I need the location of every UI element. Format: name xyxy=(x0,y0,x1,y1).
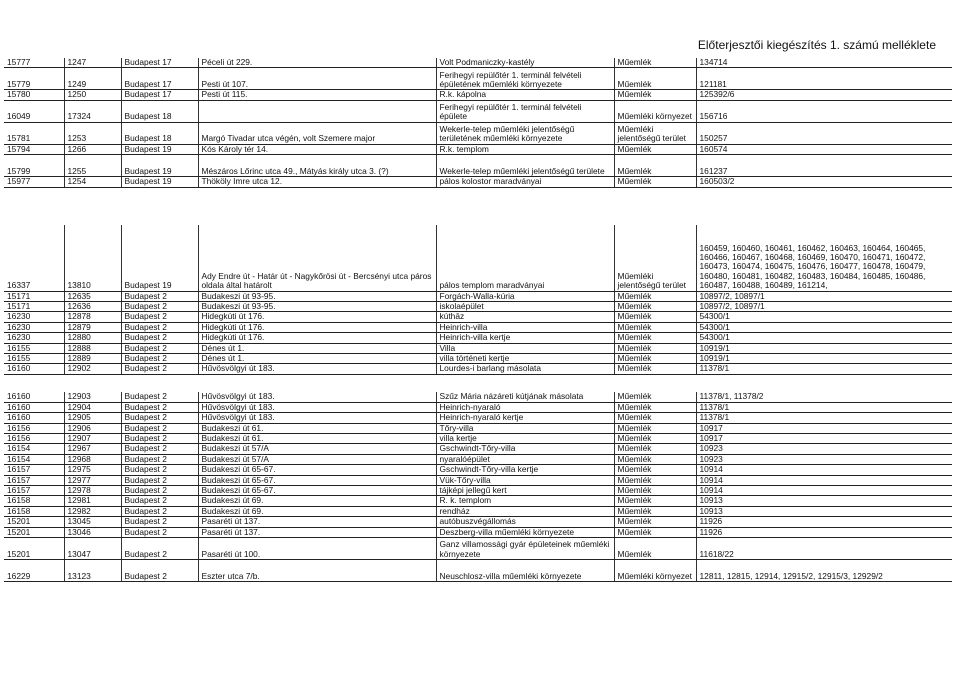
lot-numbers-cell: 10914 xyxy=(696,475,952,485)
table-row xyxy=(4,402,952,412)
lot-numbers-cell: 10923 xyxy=(696,454,952,464)
lot-numbers-cell: 54300/1 xyxy=(696,333,952,343)
protection-type-cell: Műemlék xyxy=(614,312,696,322)
address-cell: Ady Endre út - Határ út - Nagykőrösi út - Bercsényi utca páros oldala által határolt xyxy=(198,225,436,291)
object-name-cell: tájképi jellegű kert xyxy=(436,486,614,496)
protection-type-cell: Műemlék xyxy=(614,343,696,353)
district-cell: Budapest 2 xyxy=(121,506,198,516)
tract-id-cell: 16158 xyxy=(4,506,64,516)
lot-numbers-cell: 10897/2, 10897/1 xyxy=(696,291,952,301)
district-cell: Budapest 2 xyxy=(121,538,198,560)
district-cell: Budapest 18 xyxy=(121,100,198,122)
district-cell: Budapest 19 xyxy=(121,144,198,154)
tract-id-cell: 15171 xyxy=(4,302,64,312)
lot-numbers-cell: 11926 xyxy=(696,517,952,527)
tract-id-cell: 15799 xyxy=(4,155,64,177)
reg-number-cell: 12967 xyxy=(64,444,121,454)
address-cell: Margó Tivadar utca végén, volt Szemere major xyxy=(198,122,436,144)
address-cell: Budakeszi út 65-67. xyxy=(198,465,436,475)
reg-number-cell: 12880 xyxy=(64,333,121,343)
lot-numbers-cell: 10914 xyxy=(696,465,952,475)
lot-numbers-cell: 10917 xyxy=(696,423,952,433)
lot-numbers-cell: 11378/1 xyxy=(696,402,952,412)
table-row xyxy=(4,444,952,454)
protection-type-cell: Műemlék xyxy=(614,177,696,187)
table-row xyxy=(4,225,952,291)
protection-type-cell: Műemlék xyxy=(614,413,696,423)
reg-number-cell: 12968 xyxy=(64,454,121,464)
district-cell xyxy=(121,187,198,225)
district-cell: Budapest 2 xyxy=(121,486,198,496)
reg-number-cell: 12907 xyxy=(64,434,121,444)
table-row xyxy=(4,364,952,374)
table-row xyxy=(4,354,952,364)
table-row xyxy=(4,538,952,560)
reg-number-cell: 13810 xyxy=(64,225,121,291)
address-cell: Pesti út 115. xyxy=(198,90,436,100)
lot-numbers-cell: 134714 xyxy=(696,58,952,68)
district-cell: Budapest 2 xyxy=(121,560,198,582)
reg-number-cell: 12905 xyxy=(64,413,121,423)
address-cell: Budakeszi út 57/A xyxy=(198,454,436,464)
protection-type-cell: Műemlék xyxy=(614,454,696,464)
lot-numbers-cell: 10914 xyxy=(696,486,952,496)
object-name-cell: Volt Podmaniczky-kastély xyxy=(436,58,614,68)
reg-number-cell xyxy=(64,187,121,225)
lot-numbers-cell xyxy=(696,187,952,225)
reg-number-cell: 1249 xyxy=(64,68,121,90)
protection-type-cell: Műemlék xyxy=(614,302,696,312)
table-row xyxy=(4,187,952,225)
table-row xyxy=(4,333,952,343)
tract-id-cell: 15201 xyxy=(4,517,64,527)
object-name-cell: iskolaépület xyxy=(436,302,614,312)
table-row xyxy=(4,155,952,177)
object-name-cell xyxy=(436,187,614,225)
table-row xyxy=(4,312,952,322)
tract-id-cell: 15781 xyxy=(4,122,64,144)
address-cell: Budakeszi út 69. xyxy=(198,496,436,506)
protection-type-cell: Műemlék xyxy=(614,402,696,412)
address-cell: Hűvösvölgyi út 183. xyxy=(198,364,436,374)
table-row xyxy=(4,68,952,90)
table-row xyxy=(4,506,952,516)
reg-number-cell: 13045 xyxy=(64,517,121,527)
tract-id-cell: 16230 xyxy=(4,333,64,343)
district-cell: Budapest 17 xyxy=(121,90,198,100)
district-cell: Budapest 2 xyxy=(121,475,198,485)
lot-numbers-cell: 156716 xyxy=(696,100,952,122)
table-row xyxy=(4,560,952,582)
reg-number-cell xyxy=(64,374,121,392)
district-cell: Budapest 2 xyxy=(121,454,198,464)
district-cell: Budapest 2 xyxy=(121,333,198,343)
tract-id-cell: 16160 xyxy=(4,392,64,402)
district-cell: Budapest 2 xyxy=(121,312,198,322)
object-name-cell: villa történeti kertje xyxy=(436,354,614,364)
address-cell: Pesti út 107. xyxy=(198,68,436,90)
lot-numbers-cell: 54300/1 xyxy=(696,312,952,322)
lot-numbers-cell: 161237 xyxy=(696,155,952,177)
lot-numbers-cell: 10919/1 xyxy=(696,343,952,353)
object-name-cell: autóbuszvégállomás xyxy=(436,517,614,527)
tract-id-cell xyxy=(4,374,64,392)
tract-id-cell: 15171 xyxy=(4,291,64,301)
protection-type-cell: Műemléki környezet xyxy=(614,560,696,582)
district-cell xyxy=(121,374,198,392)
object-name-cell: Heinrich-nyaraló kertje xyxy=(436,413,614,423)
district-cell: Budapest 2 xyxy=(121,444,198,454)
lot-numbers-cell: 11378/1 xyxy=(696,413,952,423)
protection-type-cell: Műemlék xyxy=(614,333,696,343)
object-name-cell: rendház xyxy=(436,506,614,516)
district-cell: Budapest 2 xyxy=(121,413,198,423)
lot-numbers-cell: 160459, 160460, 160461, 160462, 160463, 160464, 160465, 160466, 160467, 160468, 160469, 160470, 160471, 160472, 160473, 160474, 160475, 160476, 160477, 160478, 160479, 160480, 160481, 160482, 160483, 160484, 160485, 160486, 160487, 160488, 160489, 161214, xyxy=(696,225,952,291)
object-name-cell: Villa xyxy=(436,343,614,353)
reg-number-cell: 12889 xyxy=(64,354,121,364)
lot-numbers-cell: 11378/1, 11378/2 xyxy=(696,392,952,402)
table-row xyxy=(4,177,952,187)
protection-type-cell: Műemlék xyxy=(614,90,696,100)
reg-number-cell: 12636 xyxy=(64,302,121,312)
lot-numbers-cell: 150257 xyxy=(696,122,952,144)
object-name-cell: Wekerle-telep műemléki jelentőségű területe xyxy=(436,155,614,177)
table-row xyxy=(4,90,952,100)
address-cell: Budakeszi út 65-67. xyxy=(198,486,436,496)
protection-type-cell: Műemlék xyxy=(614,144,696,154)
tract-id-cell: 16155 xyxy=(4,343,64,353)
object-name-cell: Tőry-villa xyxy=(436,423,614,433)
tract-id-cell: 15780 xyxy=(4,90,64,100)
tract-id-cell: 16156 xyxy=(4,423,64,433)
object-name-cell: R.k. kápolna xyxy=(436,90,614,100)
object-name-cell: Ferihegyi repülőtér 1. terminál felvételi épületének műemléki környezete xyxy=(436,68,614,90)
reg-number-cell: 12879 xyxy=(64,322,121,332)
reg-number-cell: 12903 xyxy=(64,392,121,402)
object-name-cell: villa kertje xyxy=(436,434,614,444)
lot-numbers-cell: 125392/6 xyxy=(696,90,952,100)
attachment-note: Előterjesztői kiegészítés 1. számú melléklete xyxy=(697,38,936,52)
address-cell: Budakeszi út 57/A xyxy=(198,444,436,454)
address-cell: Pasaréti út 137. xyxy=(198,527,436,537)
reg-number-cell: 12878 xyxy=(64,312,121,322)
tract-id-cell: 15779 xyxy=(4,68,64,90)
table-row xyxy=(4,496,952,506)
object-name-cell xyxy=(436,374,614,392)
object-name-cell: R. k. templom xyxy=(436,496,614,506)
tract-id-cell xyxy=(4,187,64,225)
protection-type-cell: Műemléki környezet xyxy=(614,100,696,122)
protection-type-cell: Műemlék xyxy=(614,364,696,374)
lot-numbers-cell: 160503/2 xyxy=(696,177,952,187)
monument-table xyxy=(4,58,952,582)
tract-id-cell: 16155 xyxy=(4,354,64,364)
reg-number-cell: 17324 xyxy=(64,100,121,122)
address-cell xyxy=(198,187,436,225)
address-cell: Hűvösvölgyi út 183. xyxy=(198,392,436,402)
tract-id-cell: 16157 xyxy=(4,465,64,475)
lot-numbers-cell: 10897/2, 10897/1 xyxy=(696,302,952,312)
district-cell: Budapest 2 xyxy=(121,465,198,475)
address-cell: Dénes út 1. xyxy=(198,343,436,353)
reg-number-cell: 12635 xyxy=(64,291,121,301)
district-cell: Budapest 19 xyxy=(121,177,198,187)
district-cell: Budapest 2 xyxy=(121,517,198,527)
tract-id-cell: 16154 xyxy=(4,444,64,454)
object-name-cell: Heinrich-villa kertje xyxy=(436,333,614,343)
lot-numbers-cell: 10919/1 xyxy=(696,354,952,364)
district-cell: Budapest 2 xyxy=(121,322,198,332)
tract-id-cell: 16157 xyxy=(4,486,64,496)
lot-numbers-cell: 10917 xyxy=(696,434,952,444)
reg-number-cell: 1247 xyxy=(64,58,121,68)
reg-number-cell: 1253 xyxy=(64,122,121,144)
reg-number-cell: 13047 xyxy=(64,538,121,560)
table-row xyxy=(4,100,952,122)
reg-number-cell: 1254 xyxy=(64,177,121,187)
address-cell: Hidegkúti út 176. xyxy=(198,312,436,322)
protection-type-cell: Műemlék xyxy=(614,475,696,485)
object-name-cell: kúthāz xyxy=(436,312,614,322)
address-cell: Budakeszi út 93-95. xyxy=(198,291,436,301)
district-cell: Budapest 2 xyxy=(121,392,198,402)
tract-id-cell: 16337 xyxy=(4,225,64,291)
object-name-cell: Ganz villamossági gyár épületeinek műemléki környezete xyxy=(436,538,614,560)
table-row xyxy=(4,486,952,496)
table-row xyxy=(4,392,952,402)
tract-id-cell: 16160 xyxy=(4,402,64,412)
district-cell: Budapest 2 xyxy=(121,434,198,444)
protection-type-cell: Műemlék xyxy=(614,506,696,516)
table-row xyxy=(4,322,952,332)
lot-numbers-cell: 11378/1 xyxy=(696,364,952,374)
object-name-cell: pálos templom maradványai xyxy=(436,225,614,291)
protection-type-cell: Műemlék xyxy=(614,68,696,90)
object-name-cell: Wekerle-telep műemléki jelentőségű területének műemléki környezete xyxy=(436,122,614,144)
address-cell: Pasaréti út 137. xyxy=(198,517,436,527)
district-cell: Budapest 2 xyxy=(121,364,198,374)
object-name-cell: Szűz Mária názáreti kútjának másolata xyxy=(436,392,614,402)
district-cell: Budapest 2 xyxy=(121,291,198,301)
tract-id-cell: 16154 xyxy=(4,454,64,464)
address-cell: Budakeszi út 61. xyxy=(198,434,436,444)
district-cell: Budapest 17 xyxy=(121,68,198,90)
tract-id-cell: 16160 xyxy=(4,364,64,374)
tract-id-cell: 15201 xyxy=(4,527,64,537)
table-row xyxy=(4,527,952,537)
district-cell: Budapest 2 xyxy=(121,343,198,353)
tract-id-cell: 16160 xyxy=(4,413,64,423)
lot-numbers-cell: 10913 xyxy=(696,506,952,516)
reg-number-cell: 12977 xyxy=(64,475,121,485)
object-name-cell: Heinrich-nyaraló xyxy=(436,402,614,412)
object-name-cell: Neuschlosz-villa műemléki környezete xyxy=(436,560,614,582)
address-cell: Hidegkúti út 176. xyxy=(198,322,436,332)
reg-number-cell: 12978 xyxy=(64,486,121,496)
reg-number-cell: 12906 xyxy=(64,423,121,433)
lot-numbers-cell: 10923 xyxy=(696,444,952,454)
object-name-cell: Gschwindt-Tőry-villa kertje xyxy=(436,465,614,475)
tract-id-cell: 16156 xyxy=(4,434,64,444)
address-cell: Pasaréti út 100. xyxy=(198,538,436,560)
object-name-cell: Vük-Tőry-villa xyxy=(436,475,614,485)
protection-type-cell: Műemlék xyxy=(614,423,696,433)
protection-type-cell: Műemlék xyxy=(614,465,696,475)
address-cell: Budakeszi út 93-95. xyxy=(198,302,436,312)
reg-number-cell: 12902 xyxy=(64,364,121,374)
address-cell xyxy=(198,374,436,392)
lot-numbers-cell xyxy=(696,374,952,392)
tract-id-cell: 15777 xyxy=(4,58,64,68)
table-row xyxy=(4,465,952,475)
object-name-cell: nyaralóépület xyxy=(436,454,614,464)
tract-id-cell: 16157 xyxy=(4,475,64,485)
protection-type-cell xyxy=(614,374,696,392)
protection-type-cell: Műemlék xyxy=(614,392,696,402)
district-cell: Budapest 19 xyxy=(121,225,198,291)
address-cell xyxy=(198,100,436,122)
tract-id-cell: 16158 xyxy=(4,496,64,506)
address-cell: Hűvösvölgyi út 183. xyxy=(198,402,436,412)
reg-number-cell: 1266 xyxy=(64,144,121,154)
protection-type-cell: Műemlék xyxy=(614,434,696,444)
table-row xyxy=(4,374,952,392)
district-cell: Budapest 2 xyxy=(121,302,198,312)
protection-type-cell: Műemléki jelentőségű terület xyxy=(614,225,696,291)
protection-type-cell: Műemlék xyxy=(614,496,696,506)
object-name-cell: Ferihegyi repülőtér 1. terminál felvételi épülete xyxy=(436,100,614,122)
protection-type-cell: Műemlék xyxy=(614,322,696,332)
protection-type-cell: Műemlék xyxy=(614,354,696,364)
district-cell: Budapest 17 xyxy=(121,58,198,68)
district-cell: Budapest 18 xyxy=(121,122,198,144)
address-cell: Budakeszi út 65-67. xyxy=(198,475,436,485)
district-cell: Budapest 2 xyxy=(121,402,198,412)
table-row xyxy=(4,423,952,433)
district-cell: Budapest 2 xyxy=(121,354,198,364)
address-cell: Eszter utca 7/b. xyxy=(198,560,436,582)
table-row xyxy=(4,475,952,485)
address-cell: Kós Károly tér 14. xyxy=(198,144,436,154)
tract-id-cell: 16049 xyxy=(4,100,64,122)
address-cell: Hűvösvölgyi út 183. xyxy=(198,413,436,423)
lot-numbers-cell: 160574 xyxy=(696,144,952,154)
object-name-cell: Deszberg-villa műemléki környezete xyxy=(436,527,614,537)
protection-type-cell: Műemlék xyxy=(614,291,696,301)
district-cell: Budapest 2 xyxy=(121,527,198,537)
lot-numbers-cell: 54300/1 xyxy=(696,322,952,332)
protection-type-cell: Műemlék xyxy=(614,486,696,496)
address-cell: Dénes út 1. xyxy=(198,354,436,364)
lot-numbers-cell: 11618/22 xyxy=(696,538,952,560)
table-row xyxy=(4,517,952,527)
object-name-cell: Heinrich-villa xyxy=(436,322,614,332)
tract-id-cell: 16230 xyxy=(4,322,64,332)
reg-number-cell: 1250 xyxy=(64,90,121,100)
object-name-cell: Lourdes-i barlang másolata xyxy=(436,364,614,374)
table-row xyxy=(4,343,952,353)
lot-numbers-cell: 12811, 12815, 12914, 12915/2, 12915/3, 12929/2 xyxy=(696,560,952,582)
address-cell: Thököly Imre utca 12. xyxy=(198,177,436,187)
protection-type-cell: Műemlék xyxy=(614,444,696,454)
reg-number-cell: 12982 xyxy=(64,506,121,516)
reg-number-cell: 12981 xyxy=(64,496,121,506)
table-row xyxy=(4,413,952,423)
table-row xyxy=(4,144,952,154)
address-cell: Budakeszi út 69. xyxy=(198,506,436,516)
lot-numbers-cell: 10913 xyxy=(696,496,952,506)
reg-number-cell: 12888 xyxy=(64,343,121,353)
district-cell: Budapest 2 xyxy=(121,423,198,433)
tract-id-cell: 16230 xyxy=(4,312,64,322)
protection-type-cell: Műemlék xyxy=(614,527,696,537)
reg-number-cell: 1255 xyxy=(64,155,121,177)
object-name-cell: Gschwindt-Tőry-villa xyxy=(436,444,614,454)
table-row xyxy=(4,434,952,444)
table-row xyxy=(4,122,952,144)
lot-numbers-cell: 121181 xyxy=(696,68,952,90)
protection-type-cell: Műemléki jelentőségű terület xyxy=(614,122,696,144)
table-row xyxy=(4,302,952,312)
protection-type-cell xyxy=(614,187,696,225)
reg-number-cell: 12904 xyxy=(64,402,121,412)
address-cell: Péceli út 229. xyxy=(198,58,436,68)
tract-id-cell: 16229 xyxy=(4,560,64,582)
address-cell: Mészáros Lőrinc utca 49., Mátyás király utca 3. (?) xyxy=(198,155,436,177)
protection-type-cell: Műemlék xyxy=(614,517,696,527)
table-row xyxy=(4,454,952,464)
protection-type-cell: Műemlék xyxy=(614,58,696,68)
object-name-cell: R.k. templom xyxy=(436,144,614,154)
protection-type-cell: Műemlék xyxy=(614,155,696,177)
tract-id-cell: 15794 xyxy=(4,144,64,154)
table-row xyxy=(4,58,952,68)
tract-id-cell: 15201 xyxy=(4,538,64,560)
district-cell: Budapest 19 xyxy=(121,155,198,177)
lot-numbers-cell: 11926 xyxy=(696,527,952,537)
address-cell: Budakeszi út 61. xyxy=(198,423,436,433)
protection-type-cell: Műemlék xyxy=(614,538,696,560)
reg-number-cell: 13123 xyxy=(64,560,121,582)
object-name-cell: pálos kolostor maradványai xyxy=(436,177,614,187)
reg-number-cell: 13046 xyxy=(64,527,121,537)
address-cell: Hidegkúti út 176. xyxy=(198,333,436,343)
district-cell: Budapest 2 xyxy=(121,496,198,506)
reg-number-cell: 12975 xyxy=(64,465,121,475)
tract-id-cell: 15977 xyxy=(4,177,64,187)
table-row xyxy=(4,291,952,301)
object-name-cell: Forgách-Walla-kúria xyxy=(436,291,614,301)
